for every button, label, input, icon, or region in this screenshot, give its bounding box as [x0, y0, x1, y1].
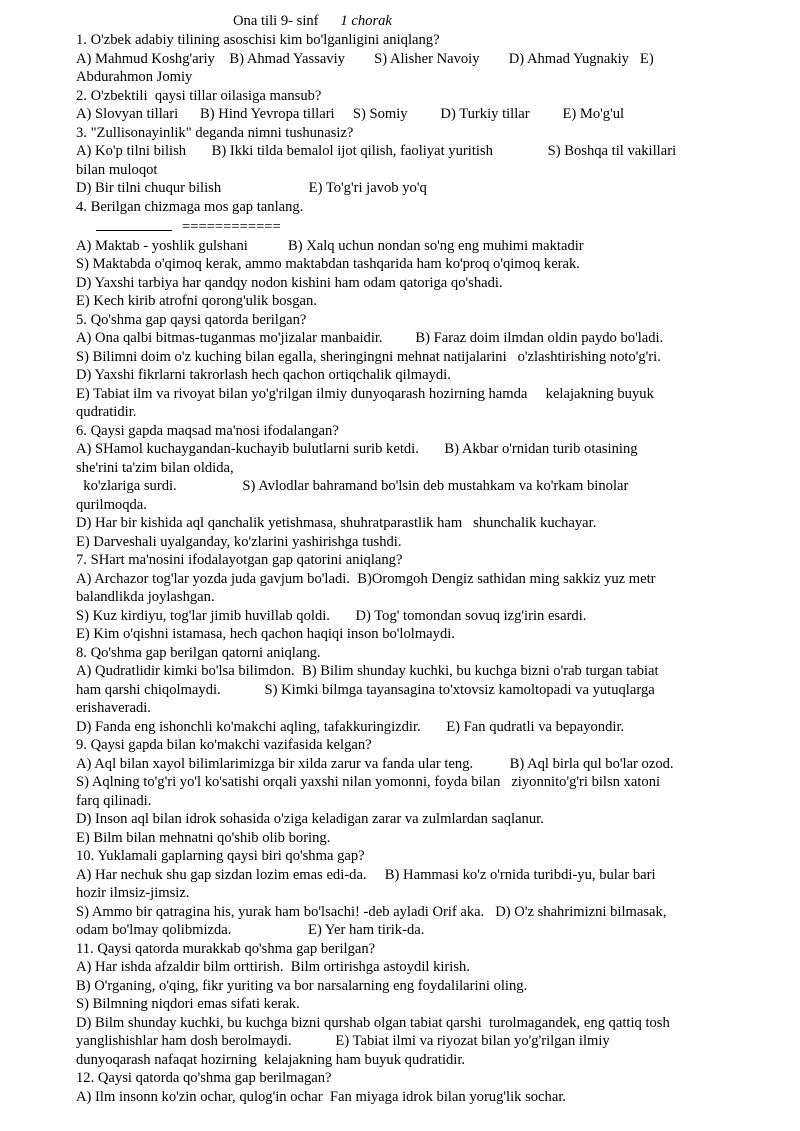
question-line: 12. Qaysi qatorda qo'shma gap berilmagan? [76, 1070, 332, 1086]
answer-line: farq qilinadi. [76, 792, 152, 809]
answer-line: A) Qudratlidir kimki bo'lsa bilimdon. B) Bilim shunday kuchki, bu kuchga bizni o'rab turgan tabiat [76, 663, 659, 679]
test-body [76, 31, 744, 1106]
answer-line: A) Har nechuk shu gap sizdan lozim emas edi-da. B) Hammasi ko'z o'rnida turibdi-yu, bular bari [76, 866, 656, 883]
answer-line: qurilmoqda. [76, 496, 147, 513]
answer-line: A) Slovyan tillari B) Hind Yevropa tillari S) Somiy D) Turkiy tillar E) Mo'g'ul [76, 106, 625, 122]
answer-line: D) Fanda eng ishonchli ko'makchi aqling, tafakkuringizdir. E) Fan qudratli va bepayondir. [76, 718, 625, 735]
answer-line: ham qarshi chiqolmaydi. S) Kimki bilmga tayansagina to'xtovsiz kamoltopadi va yutuqlarga [76, 681, 655, 698]
answer-line: D) Inson aql bilan idrok sohasida o'ziga keladigan zarar va zulmlardan saqlanur. [76, 811, 544, 827]
answer-line: E) Kech kirib atrofni qorong'ulik bosgan. [76, 293, 317, 309]
term-label: 1 chorak [340, 13, 392, 29]
question-line: 11. Qaysi qatorda murakkab qo'shma gap berilgan? [76, 940, 376, 957]
diagram-placeholder [76, 216, 744, 237]
page-title [233, 12, 392, 31]
answer-line: S) Maktabda o'qimoq kerak, ammo maktabdan tashqarida ham ko'proq o'qimoq kerak. [76, 256, 580, 272]
answer-line: B) O'rganing, o'qing, fikr yuriting va bor narsalarning eng foydalilarini oling. [76, 977, 528, 994]
answer-line: A) Har ishda afzaldir bilm orttirish. Bilm ortirishga astoydil kirish. [76, 959, 470, 975]
equals-line: ============ [182, 219, 281, 235]
answer-line: S) Ammo bir qatragina his, yurak ham bo'lsachi! -deb ayladi Orif aka. D) O'z shahrimizni bilmasak, [76, 903, 667, 920]
answer-line: ko'zlariga surdi. S) Avlodlar bahramand bo'lsin deb mustahkam va ko'rkam binolar [76, 478, 629, 494]
blank-line [96, 216, 172, 231]
answer-line: yanglishishlar ham dosh berolmaydi. E) Tabiat ilmi va riyozat bilan yo'g'rilgan ilmiy [76, 1033, 610, 1049]
answer-line: D) Bir tilni chuqur bilish E) To'g'ri javob yo'q [76, 180, 427, 196]
answer-line: A) Aql bilan xayol bilimlarimizga bir xilda zarur va fanda ular teng. B) Aql birla qul bo'lar ozod. [76, 755, 674, 772]
question-line: 3. "Zullisonayinlik" deganda nimni tushunasiz? [76, 124, 354, 141]
answer-line: D) Har bir kishida aql qanchalik yetishmasa, shuhratparastlik ham shunchalik kuchayar. [76, 515, 597, 531]
answer-line: E) Bilm bilan mehnatni qo'shib olib boring. [76, 829, 331, 846]
question-line: 5. Qo'shma gap qaysi qatorda berilgan? [76, 311, 307, 328]
answer-line: S) Bilimni doim o'z kuching bilan egalla, sheringingni mehnat natijalarini o'zlashtirishing noto'g'ri. [76, 348, 661, 365]
question-line: 2. O'zbektili qaysi tillar oilasiga mansub? [76, 87, 322, 104]
answer-line: A) Ona qalbi bitmas-tuganmas mo'jizalar manbaidir. B) Faraz doim ilmdan oldin paydo bo'ladi. [76, 330, 664, 346]
answer-line: odam bo'lmay qolibmizda. E) Yer ham tirik-da. [76, 922, 425, 938]
answer-line: qudratidir. [76, 404, 137, 420]
answer-line: E) Darveshali uyalganday, ko'zlarini yashirishga tushdi. [76, 533, 402, 550]
question-line: 9. Qaysi gapda bilan ko'makchi vazifasida kelgan? [76, 737, 372, 753]
answer-line: S) Aqlning to'g'ri yo'l ko'satishi orqali yaxshi nilan yomonni, foyda bilan ziyonnito'g'ri bilsn xatoni [76, 774, 661, 790]
subject-label: Ona tili 9- sinf [233, 13, 319, 29]
answer-line: A) Ilm insonn ko'zin ochar, qulog'in ochar Fan miyaga idrok bilan yorug'lik sochar. [76, 1088, 567, 1105]
question-line: 10. Yuklamali gaplarning qaysi biri qo'shma gap? [76, 848, 365, 864]
answer-line: E) Kim o'qishni istamasa, hech qachon haqiqi inson bo'lolmaydi. [76, 626, 455, 642]
question-line: 4. Berilgan chizmaga mos gap tanlang. [76, 198, 304, 215]
answer-line: hozir ilmsiz-jimsiz. [76, 885, 190, 901]
answer-line: balandlikda joylashgan. [76, 589, 215, 605]
answer-line: A) Mahmud Koshg'ariy B) Ahmad Yassaviy S) Alisher Navoiy D) Ahmad Yugnakiy E) [76, 50, 654, 67]
answer-line: she'rini ta'zim bilan oldida, [76, 459, 234, 476]
question-line: 1. O'zbek adabiy tilining asoschisi kim bo'lganligini aniqlang? [76, 32, 440, 48]
answer-line: erishaveradi. [76, 700, 151, 716]
answer-line: D) Bilm shunday kuchki, bu kuchga bizni qurshab olgan tabiat qarshi turolmagandek, eng qattiq tosh [76, 1014, 670, 1031]
answer-line: A) Ko'p tilni bilish B) Ikki tilda bemalol ijot qilish, faoliyat yuritish S) Boshqa til vakillari [76, 143, 677, 159]
answer-line: dunyoqarash nafaqat hozirning kelajakning ham buyuk qudratidir. [76, 1051, 466, 1068]
answer-line: A) Maktab - yoshlik gulshani B) Xalq uchun nondan so'ng eng muhimi maktadir [76, 237, 584, 254]
answer-line: D) Yaxshi tarbiya har qandqy nodon kishini ham odam qatoriga qo'shadi. [76, 274, 503, 291]
question-line: 8. Qo'shma gap berilgan qatorni aniqlang. [76, 644, 321, 661]
answer-line: S) Bilmning niqdori emas sifati kerak. [76, 996, 300, 1012]
question-line: 6. Qaysi gapda maqsad ma'nosi ifodalangan? [76, 422, 339, 439]
answer-line: Abdurahmon Jomiy [76, 69, 193, 85]
answer-line: bilan muloqot [76, 161, 158, 178]
answer-line: E) Tabiat ilm va rivoyat bilan yo'g'rilgan ilmiy dunyoqarash hozirning hamda kelajakning buyuk [76, 385, 654, 402]
question-line: 7. SHart ma'nosini ifodalayotgan gap qatorini aniqlang? [76, 552, 403, 568]
answer-line: A) Archazor tog'lar yozda juda gavjum bo'ladi. B)Oromgoh Dengiz sathidan ming sakkiz yuz metr [76, 570, 656, 587]
answer-line: A) SHamol kuchaygandan-kuchayib bulutlarni surib ketdi. B) Akbar o'rnidan turib otasining [76, 441, 638, 457]
answer-line: D) Yaxshi fikrlarni takrorlash hech qachon ortiqchalik qilmaydi. [76, 367, 451, 383]
answer-line: S) Kuz kirdiyu, tog'lar jimib huvillab qoldi. D) Tog' tomondan sovuq izg'irin esardi. [76, 607, 587, 624]
